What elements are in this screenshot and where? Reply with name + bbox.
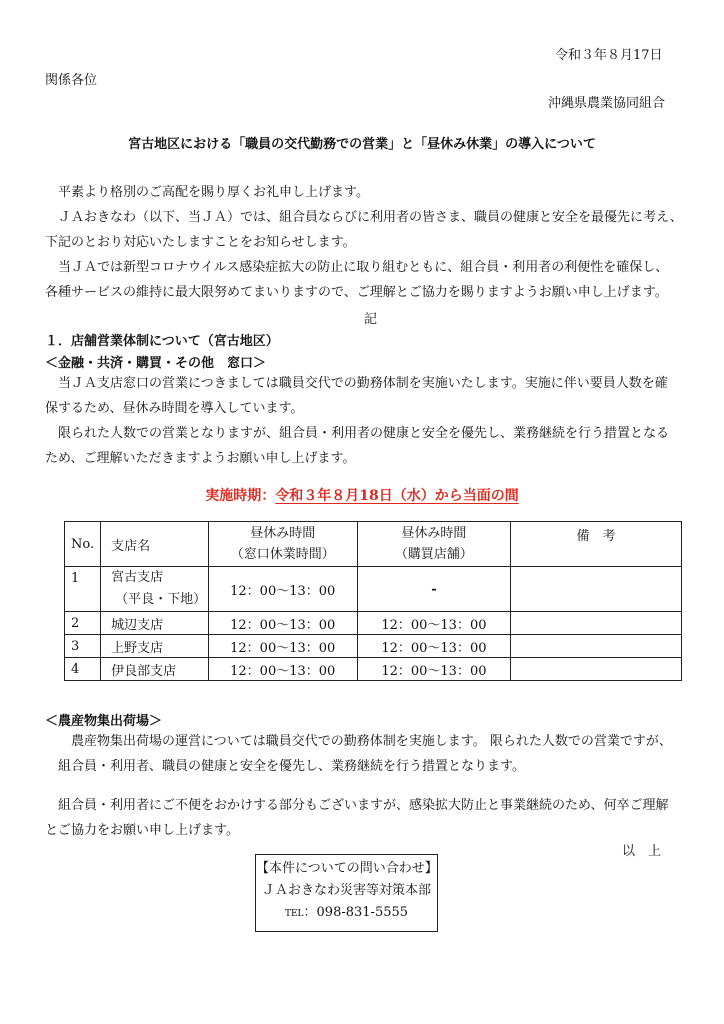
ijou-label: 以 上 (622, 844, 662, 859)
section1-heading: １．店舗営業体制について（宮古地区） (45, 334, 279, 349)
section2-line: 組合員・利用者、職員の健康と安全を優先し、業務継続を行う措置となります。 (58, 759, 525, 774)
period-label: 実施時期： (205, 488, 276, 504)
tel-number: ：098-831-5555 (303, 905, 409, 920)
header-branch: 支店名 (101, 522, 209, 567)
section1-line: ため、ご理解いただきますようお願い申し上げます。 (45, 451, 356, 466)
section2-line: 農産物集出荷場の運営については職員交代での勤務体制を実施します。 限られた人数での営業ですが、 (71, 734, 672, 749)
section1-line: 保するため、昼休み時間を導入しています。 (45, 401, 304, 416)
cell-branch (101, 567, 209, 612)
cell-lunch-window: 12：00～13：00 (208, 635, 357, 658)
closing-line: とご協力をお願い申し上げます。 (45, 823, 239, 838)
document-title: 宮古地区における「職員の交代勤務での営業」と「昼休み休業」の導入について (128, 137, 596, 152)
table-header-row (65, 522, 682, 567)
table-row (65, 658, 682, 681)
document-date: 令和３年８月17日 (555, 48, 663, 63)
cell-branch-sub: （平良・下地） (115, 592, 207, 607)
header-lunch-store-line2: （購買店舗） (394, 547, 473, 562)
header-lunch-window-line1: 昼休み時間 (250, 526, 316, 541)
section1-line: 当ＪＡ支店窓口の営業につきましては職員交代での勤務体制を実施いたします。実施に伴い要員人数を確 (58, 376, 668, 391)
table-row (65, 567, 682, 612)
intro-line: 当ＪＡでは新型コロナウイルス感染症拡大の防止に取り組むともに、組合員・利用者の利便性を確保し、 (58, 260, 669, 275)
intro-line: 各種サービスの維持に最大限努めてまいりますので、ご理解とご協力を賜りますようお願い申し上げます。 (45, 285, 668, 300)
table-row (65, 612, 682, 635)
contact-title: 【本件についての問い合わせ】 (256, 861, 438, 876)
cell-note (510, 612, 681, 635)
section1-line: 限られた人数での営業となりますが、組合員・利用者の健康と安全を優先し、業務継続を行う措置となる (58, 426, 670, 441)
header-note: 備 考 (510, 522, 681, 567)
cell-branch: 城辺支店 (101, 612, 209, 635)
intro-line: 平素より格別のご高配を賜り厚くお礼申し上げます。 (58, 185, 369, 200)
cell-note (510, 567, 681, 612)
header-lunch-store (357, 522, 510, 567)
ki-label: 記 (364, 312, 378, 327)
contact-org: ＪＡおきなわ災害等対策本部 (261, 883, 431, 898)
cell-branch-name: 宮古支店 (111, 570, 164, 585)
cell-lunch-store: 12：00～13：00 (357, 635, 510, 658)
cell-note (510, 635, 681, 658)
header-lunch-window-line2: （窓口休業時間） (230, 547, 335, 562)
contact-tel (256, 902, 437, 925)
sender: 沖縄県農業協同組合 (548, 96, 666, 111)
section1-subheading: ＜金融・共済・購買・その他 窓口＞ (45, 356, 267, 371)
header-no: No. (65, 522, 101, 567)
period-value: 令和３年８月18日（水）から当面の間 (275, 488, 519, 504)
cell-note (510, 658, 681, 681)
cell-lunch-store: 12：00～13：00 (357, 658, 510, 681)
cell-branch: 伊良部支店 (101, 658, 209, 681)
tel-label: TEL (284, 909, 304, 919)
intro-section (45, 180, 685, 305)
cell-lunch-window: 12：00～13：00 (208, 567, 357, 612)
branch-hours-table (64, 521, 682, 681)
addressee: 関係各位 (45, 73, 98, 88)
cell-no: 4 (65, 658, 101, 681)
implementation-period (0, 485, 724, 505)
cell-no: 2 (65, 612, 101, 635)
closing-line: 組合員・利用者にご不便をおかけする部分もございますが、感染拡大防止と事業継続のため、何卒ご理解 (58, 798, 669, 813)
cell-lunch-window: 12：00～13：00 (208, 612, 357, 635)
intro-line: ＪＡおきなわ（以下、当ＪＡ）では、組合員ならびに利用者の皆さま、職員の健康と安全を最優先に考え、 (58, 210, 683, 225)
header-lunch-store-line1: 昼休み時間 (401, 526, 467, 541)
contact-box (255, 854, 438, 932)
cell-lunch-store: 12：00～13：00 (357, 612, 510, 635)
cell-lunch-store: - (357, 567, 510, 612)
header-lunch-window (208, 522, 357, 567)
table-row (65, 635, 682, 658)
section1-body (45, 371, 685, 471)
cell-no: 1 (65, 567, 101, 612)
cell-branch: 上野支店 (101, 635, 209, 658)
cell-lunch-window: 12：00～13：00 (208, 658, 357, 681)
closing-section (45, 793, 685, 843)
section2-body (58, 729, 698, 779)
intro-line: 下記のとおり対応いたしますことをお知らせします。 (45, 235, 356, 250)
section2-heading: ＜農産物集出荷場＞ (45, 714, 163, 729)
cell-no: 3 (65, 635, 101, 658)
